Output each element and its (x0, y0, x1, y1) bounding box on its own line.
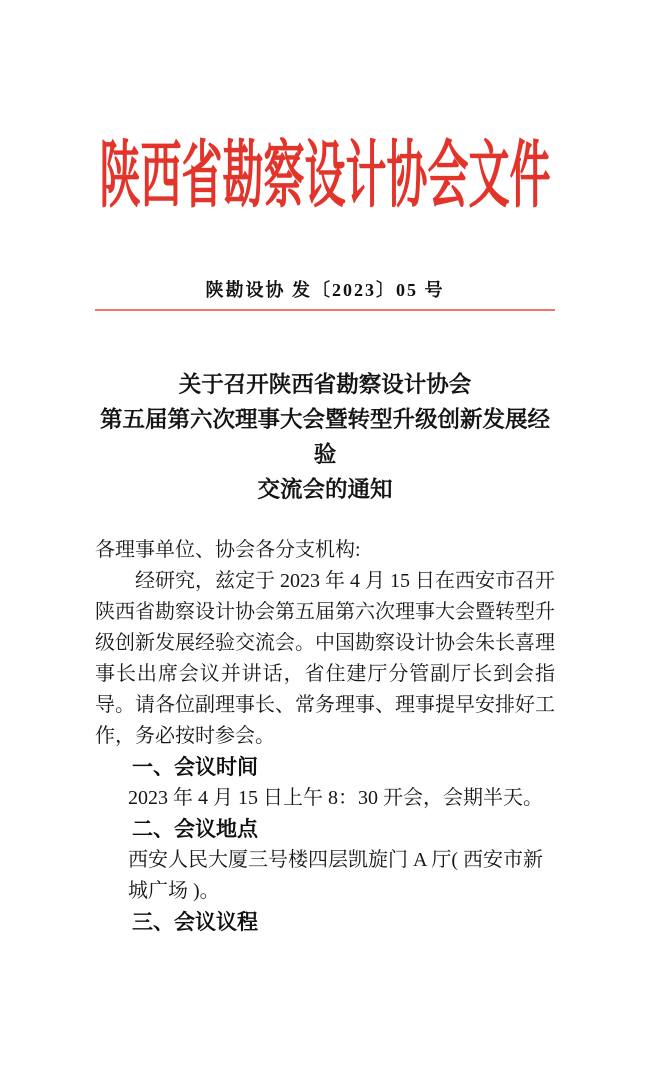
notice-title-line-3: 交流会的通知 (257, 477, 393, 502)
letterhead-title: 陕西省勘察设计协会文件 (99, 134, 551, 216)
notice-title (95, 367, 555, 507)
section-heading-3: 三、会议议程 (132, 911, 258, 934)
section-body-2: 西安人民大厦三号楼四层凯旋门 A 厅( 西安市新城广场 )。 (128, 849, 543, 902)
red-divider (95, 309, 555, 311)
notice-title-line-2: 第五届第六次理事大会暨转型升级创新发展经验 (99, 407, 550, 467)
salutation: 各理事单位、协会各分支机构: (95, 539, 361, 561)
doc-number: 陕勘设协 发〔2023〕05 号 (205, 280, 445, 300)
section-heading-1: 一、会议时间 (132, 756, 258, 779)
document-page (0, 134, 650, 1073)
notice-title-line-1: 关于召开陕西省勘察设计协会 (178, 372, 472, 397)
section-body-1: 2023 年 4 月 15 日上午 8：30 开会，会期半天。 (128, 787, 543, 809)
section-heading-2: 二、会议地点 (132, 818, 258, 841)
intro-paragraph: 经研究，兹定于 2023 年 4 月 15 日在西安市召开陕西省勘察设计协会第五届第六次理事大会暨转型升级创新发展经验交流会。中国勘察设计协会朱长喜理事长出席会议并讲话，省住建厅分管副厅长到会指导。请各位副理事长、常务理事、理事提早安排好工作，务必按时参会。 (95, 570, 555, 747)
document-body (95, 535, 555, 938)
